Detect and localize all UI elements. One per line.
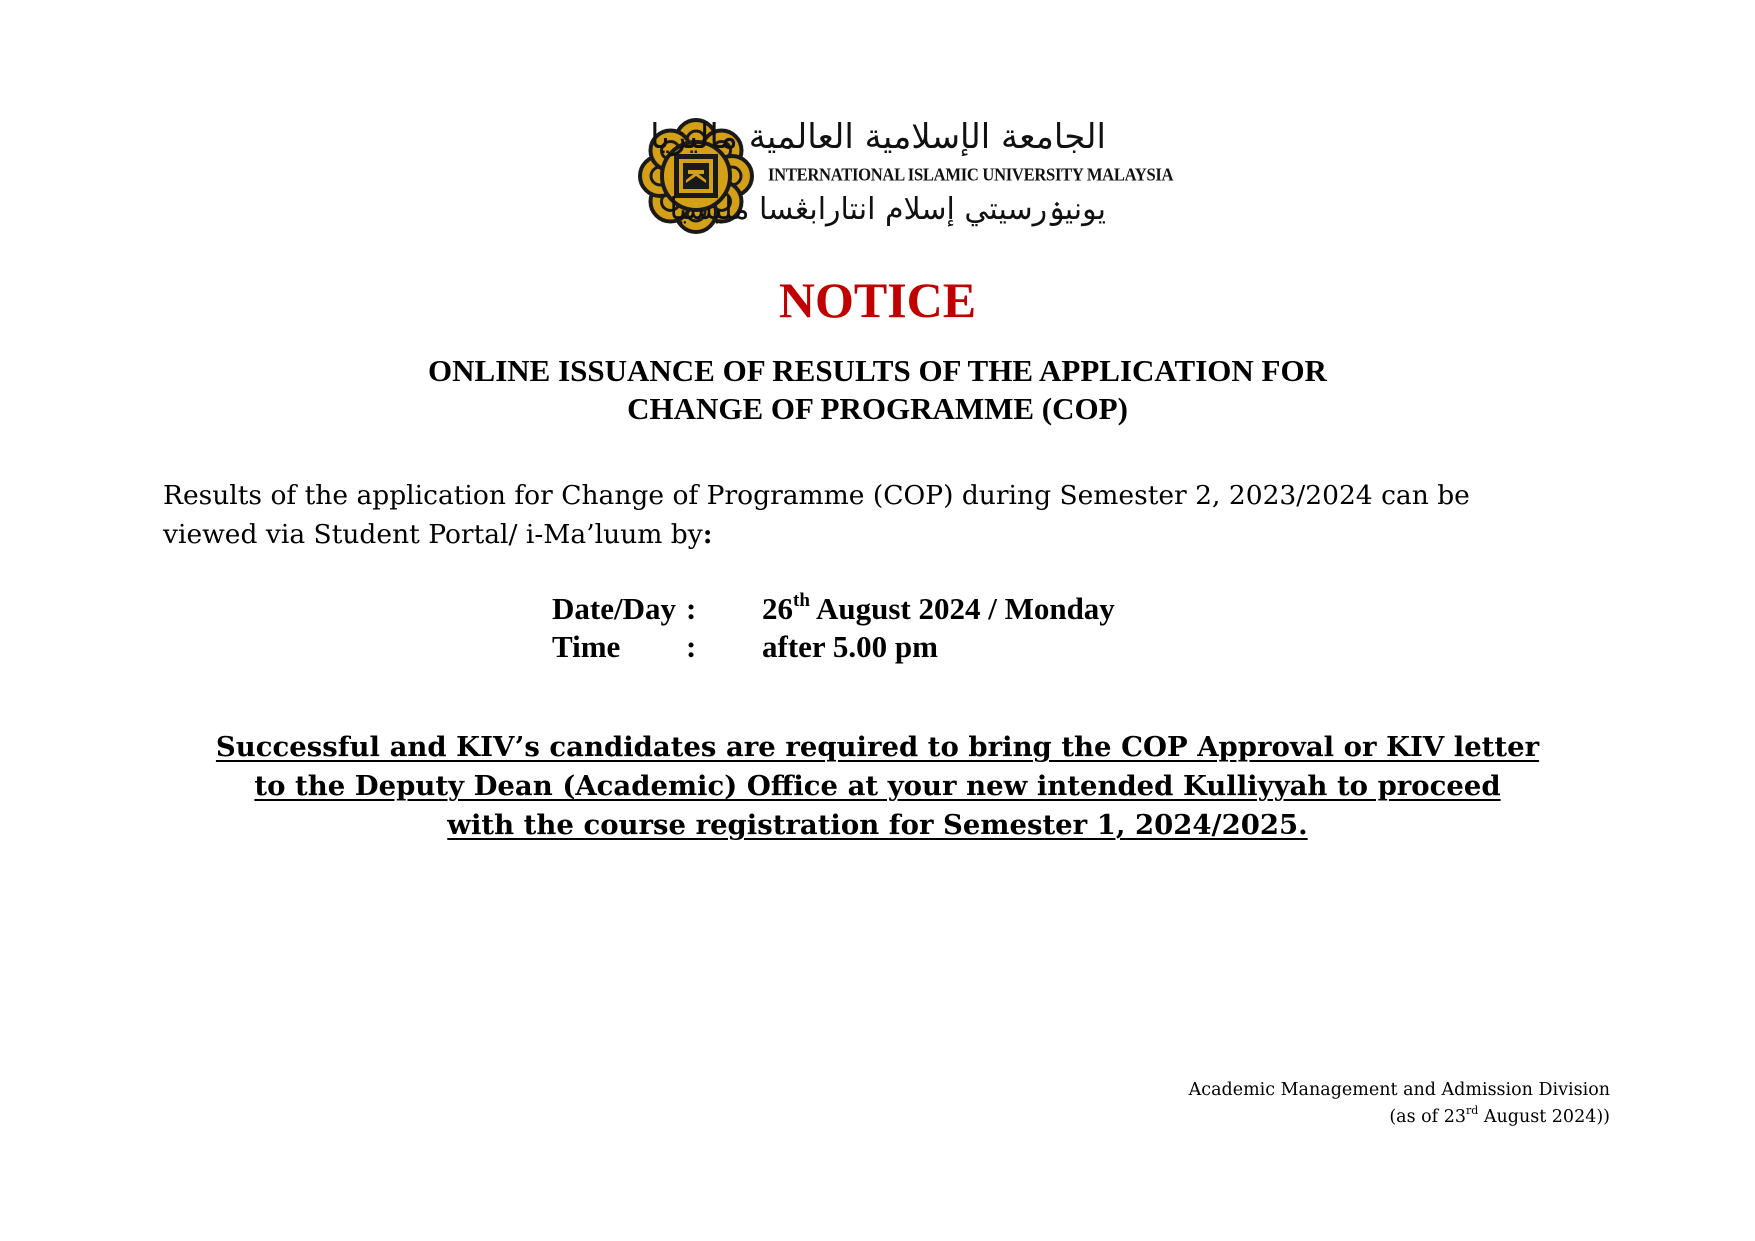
instruction-line-1-text: Successful and KIV’s candidates are required to bring the COP Approval or KIV letter [215,731,1540,763]
issue-date [1189,1104,1610,1131]
issuer-footer [1189,1077,1610,1131]
instruction-line-1 [0,728,1755,767]
issue-date-rest: August 2024)) [1478,1107,1610,1127]
intro-colon: : [702,519,713,550]
important-instructions [0,728,1755,845]
heading-line-1: ONLINE ISSUANCE OF RESULTS OF THE APPLICATION FOR [428,353,1327,388]
jawi-university-name: يونيۏرسيتي إسلام انتارابڠسا مليسيا [669,192,1106,227]
date-value [762,590,1115,628]
heading-line-2: CHANGE OF PROGRAMME (COP) [627,391,1128,426]
issue-date-ordinal-suffix: rd [1465,1104,1479,1118]
date-rest: August 2024 / Monday [809,591,1115,626]
date-day-number: 26 [762,591,793,626]
time-label: Time [552,629,621,664]
arabic-university-name: الجامعة الإسلامية العالمية ماليزيا [650,117,1106,157]
instruction-line-2-text: to the Deputy Dean (Academic) Office at your new intended Kulliyyah to proceed [254,770,1501,802]
time-separator: : [686,629,697,664]
intro-line-2 [163,515,1613,554]
time-value: after 5.00 pm [762,629,938,664]
notice-title: NOTICE [778,272,977,328]
date-label: Date/Day [552,591,676,626]
notice-heading [0,352,1755,428]
university-logo [636,116,1174,236]
instruction-line-2 [0,767,1755,806]
intro-paragraph [163,476,1613,554]
intro-line-2-text: viewed via Student Portal/ i-Ma’luum by [163,519,703,550]
date-separator: : [686,591,697,626]
issue-date-prefix: (as of 23 [1389,1107,1466,1127]
english-university-name: INTERNATIONAL ISLAMIC UNIVERSITY MALAYSIA [768,164,1174,185]
issuer-division: Academic Management and Admission Division [1188,1080,1610,1100]
intro-line-1: Results of the application for Change of Programme (COP) during Semester 2, 2023/2024 can be [163,480,1470,511]
instruction-line-3 [0,806,1755,845]
date-ordinal-suffix: th [793,589,810,611]
instruction-line-3-text: with the course registration for Semester 1, 2024/2025. [447,809,1308,841]
